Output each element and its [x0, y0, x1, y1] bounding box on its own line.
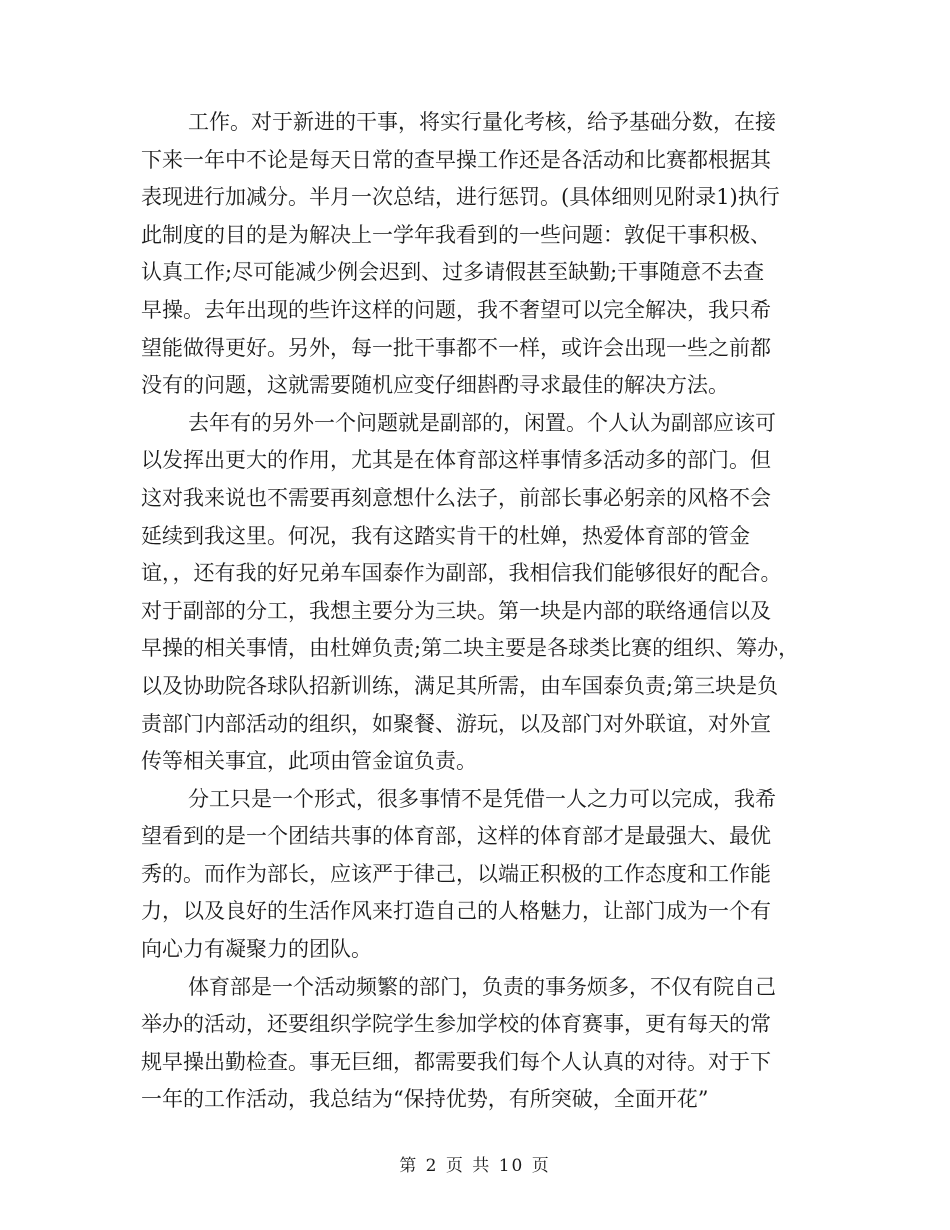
text-line: 体育部是一个活动频繁的部门，负责的事务烦多，不仅有院自己 [188, 974, 776, 999]
text-line: 举办的活动，还要组织学院学生参加学校的体育赛事，更有每天的常 [141, 1012, 771, 1037]
text-line: 向心力有凝聚力的团队。 [141, 937, 372, 962]
text-line: 望看到的是一个团结共事的体育部，这样的体育部才是最强大、最优 [141, 824, 771, 849]
text-line: 延续到我这里。何况，我有这踏实肯干的杜婵，热爱体育部的管金 [141, 523, 750, 548]
page-footer: 第 2 页 共 10 页 [399, 1156, 551, 1176]
text-line: 望能做得更好。另外，每一批干事都不一样，或许会出现一些之前都 [141, 335, 771, 360]
text-line: 秀的。而作为部长，应该严于律己，以端正积极的工作态度和工作能 [141, 861, 771, 886]
text-line: 规早操出勤检查。事无巨细，都需要我们每个人认真的对待。对于下 [141, 1049, 771, 1074]
text-line: 这对我来说也不需要再刻意想什么法子，前部长事必躬亲的风格不会 [141, 485, 771, 510]
text-line: 去年有的另外一个问题就是副部的，闲置。个人认为副部应该可 [188, 410, 776, 435]
text-line: 没有的问题，这就需要随机应变仔细斟酌寻求最佳的解决方法。 [141, 373, 729, 398]
text-line: 早操。去年出现的些许这样的问题，我不奢望可以完全解决，我只希 [141, 297, 771, 322]
body-text [141, 104, 831, 1119]
text-line: 认真工作;尽可能减少例会迟到、过多请假甚至缺勤;干事随意不去查 [141, 260, 765, 285]
text-line: 以及协助院各球队招新训练，满足其所需，由车国泰负责;第三块是负 [141, 673, 779, 698]
text-line: 一年的工作活动，我总结为“保持优势，有所突破，全面开花” [141, 1087, 709, 1112]
text-line: 此制度的目的是为解决上一学年我看到的一些问题：敦促干事积极、 [141, 222, 771, 247]
text-line: 对于副部的分工，我想主要分为三块。第一块是内部的联络通信以及 [141, 598, 771, 623]
text-line: 力，以及良好的生活作风来打造自己的人格魅力，让部门成为一个有 [141, 899, 771, 924]
text-line: 表现进行加减分。半月一次总结，进行惩罚。(具体细则见附录1)执行 [141, 185, 780, 210]
text-line: 工作。对于新进的干事，将实行量化考核，给予基础分数，在接 [188, 110, 776, 134]
text-line: 分工只是一个形式，很多事情不是凭借一人之力可以完成，我希 [188, 786, 776, 811]
text-line: 传等相关事宜，此项由管金谊负责。 [141, 749, 477, 774]
text-line: 以发挥出更大的作用，尤其是在体育部这样事情多活动多的部门。但 [141, 448, 771, 473]
text-line: 下来一年中不论是每天日常的查早操工作还是各活动和比赛都根据其 [141, 147, 771, 172]
text-line: 责部门内部活动的组织，如聚餐、游玩，以及部门对外联谊，对外宣 [141, 711, 771, 736]
text-line: 谊，，还有我的好兄弟车国泰作为副部，我相信我们能够很好的配合。 [141, 561, 782, 586]
text-line: 早操的相关事情，由杜婵负责;第二块主要是各球类比赛的组织、筹办， [141, 636, 800, 661]
